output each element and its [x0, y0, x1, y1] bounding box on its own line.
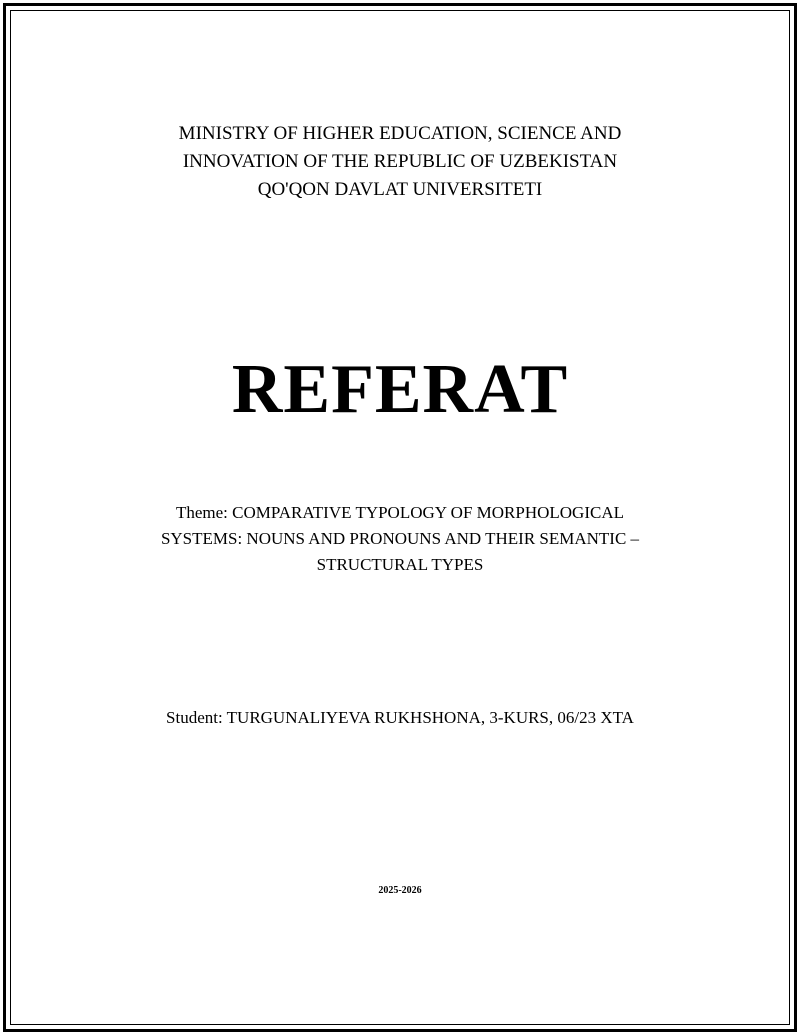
theme-block — [0, 500, 800, 578]
theme-line-3: STRUCTURAL TYPES — [316, 555, 484, 574]
academic-year: 2025-2026 — [378, 885, 422, 896]
institution-line-2: INNOVATION OF THE REPUBLIC OF UZBEKISTAN — [182, 151, 618, 172]
institution-line-1: MINISTRY OF HIGHER EDUCATION, SCIENCE AND — [178, 123, 622, 144]
institution-line-3: QO'QON DAVLAT UNIVERSITETI — [257, 179, 543, 200]
theme-line-2: SYSTEMS: NOUNS AND PRONOUNS AND THEIR SEMANTIC – — [160, 529, 640, 548]
document-title: REFERAT — [231, 351, 569, 428]
institution-header — [0, 120, 800, 204]
student-info: Student: TURGUNALIYEVA RUKHSHONA, 3-KURS, 06/23 XTA — [166, 708, 634, 727]
theme-line-1: Theme: COMPARATIVE TYPOLOGY OF MORPHOLOGICAL — [175, 503, 624, 522]
